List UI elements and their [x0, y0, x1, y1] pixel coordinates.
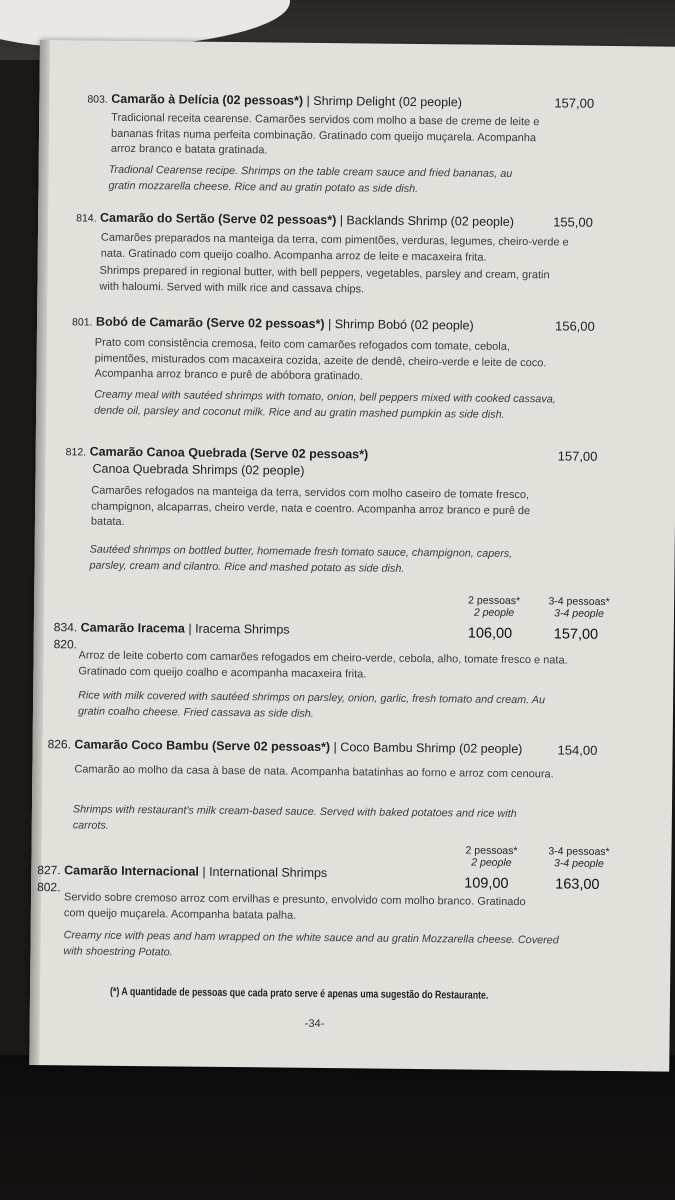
size-label-small: 2 pessoas* 2 people — [468, 594, 521, 619]
item-description-en: Sautéed shrimps on bottled butter, homemade fresh tomato sauce, champignon, capers, parsley, cream and cilantro. Rice and mashed potato as side dish. — [89, 543, 513, 575]
item-description-en: Shrimps with restaurant's milk cream-based sauce. Served with baked potatoes and rice with carrots. — [72, 803, 517, 832]
item-price: 157,00 — [557, 448, 598, 464]
item-price: 156,00 — [554, 318, 595, 334]
item-english-name: Iracema Shrimps — [195, 621, 290, 637]
item-description-pt: Camarões refogados na manteiga da terra, servidos com molho caseiro de tomate fresco, champignon, alcaparras, cheiro verde, nata e coentro. Acompanha arroz branco e purê de batata. — [90, 484, 531, 528]
item-price: 154,00 — [557, 742, 598, 758]
item-code: 834. — [53, 620, 78, 635]
price-large: 157,00 — [553, 626, 599, 643]
item-name: Camarão do Sertão (Serve 02 pessoas*) — [99, 210, 337, 228]
item-code: 812. — [65, 446, 87, 459]
item-description-pt: Servido sobre cremoso arroz com ervilhas e presunto, envolvido com molho branco. Gratinado com queijo muçarela. Acompanha batata palha. — [63, 891, 526, 922]
price-large: 163,00 — [555, 876, 600, 893]
footnote: (*) A quantidade de pessoas que cada prato serve é apenas uma sugestão do Restaurante. — [109, 985, 489, 1002]
item-english-name: Backlands Shrimp (02 people) — [346, 213, 514, 229]
menu-page — [29, 40, 675, 1072]
table-surface — [0, 1055, 675, 1200]
item-title: 827. Camarão Internacional | International Shrimps — [37, 863, 328, 881]
item-alt-code: 820. — [53, 637, 78, 652]
item-description-pt: Camarão ao molho da casa à base de nata. Acompanha batatinhas ao forno e arroz com cenoura. — [74, 763, 554, 781]
item-title — [66, 444, 369, 461]
item-code: 826. — [47, 737, 72, 752]
item-alt-code: 802. — [37, 880, 61, 895]
item-english-name: International Shrimps — [209, 864, 328, 881]
item-name: Bobó de Camarão (Serve 02 pessoas*) — [95, 314, 325, 331]
item-english-name: Shrimp Bobó (02 people) — [334, 317, 474, 333]
item-description-pt: Arroz de leite coberto com camarões refogados em cheiro-verde, cebola, alho, tomate fresco e nata. Gratinado com queijo coalho e acompanha macaxeira frita. — [78, 649, 568, 680]
item-description-en: Creamy rice with peas and ham wrapped on the white sauce and au gratin Mozzarella cheese. Covered with shoestring Potato. — [63, 929, 559, 958]
item-description-en: Shrimps prepared in regional butter, with bell peppers, vegetables, parsley and cream, gratin with haloumi. Served with milk rice and cassava chips. — [99, 264, 550, 295]
item-code: 803. — [87, 93, 108, 106]
item-price: 157,00 — [554, 95, 595, 111]
item-code: 814. — [76, 212, 97, 225]
item-name: Camarão Coco Bambu (Serve 02 pessoas*) — [74, 737, 331, 755]
item-description-en: Tradional Cearense recipe. Shrimps on the table cream sauce and fried bananas, au gratin mozzarella cheese. Rice and au gratin potato as side dish. — [108, 163, 513, 195]
item-price: 155,00 — [553, 214, 593, 230]
item-english-name: Canoa Quebrada Shrimps (02 people) — [92, 461, 305, 478]
item-code: 801. — [71, 316, 93, 329]
item-title: 834. Camarão Iracema | Iracema Shrimps — [53, 620, 290, 637]
item-code: 827. — [37, 863, 61, 878]
item-description-pt: Prato com consistência cremosa, feito com camarões refogados com tomate, cebola, pimentões, misturados com macaxeira cozida, azeite de dendê, cheiro-verde e leite de coco. Acompanha arroz branco e purê de abóbora gratinado. — [94, 336, 547, 383]
page-number: -34- — [304, 1017, 325, 1031]
price-small: 106,00 — [467, 625, 513, 642]
item-english-name: Coco Bambu Shrimp (02 people) — [340, 740, 523, 757]
item-english-name: Shrimp Delight (02 people) — [313, 93, 463, 110]
item-description-pt: Tradicional receita cearense. Camarões servidos com molho a base de creme de leite e bananas fritas numa perfeita combinação. Gratinado com queijo muçarela. Acompanha arroz branco e batata gratinada. — [110, 111, 540, 157]
item-description-en: Creamy meal with sautéed shrimps with tomato, onion, bell peppers mixed with cooked cassava, dende oil, parsley and coconut milk. Rice and au gratin mashed pumpkin as side dish. — [94, 388, 556, 421]
item-title: 814. Camarão do Sertão (Serve 02 pessoas*) | Backlands Shrimp (02 people) — [76, 210, 514, 229]
item-name: Camarão Canoa Quebrada (Serve 02 pessoas*) — [89, 444, 369, 462]
item-title: 826. Camarão Coco Bambu (Serve 02 pessoas*) | Coco Bambu Shrimp (02 people) — [47, 737, 523, 757]
item-description-en: Rice with milk covered with sautéed shrimps on parsley, onion, garlic, fresh tomato and cream. Au gratin coalho cheese. Fried cassava as side dish. — [77, 689, 546, 720]
size-label-large: 3-4 pessoas* 3-4 people — [548, 845, 610, 870]
item-name: Camarão à Delícia (02 pessoas*) — [111, 91, 304, 108]
item-name: Camarão Iracema — [80, 620, 185, 636]
item-title: 801. Bobó de Camarão (Serve 02 pessoas*) | Shrimp Bobó (02 people) — [71, 314, 474, 333]
item-name: Camarão Internacional — [64, 863, 199, 879]
price-small: 109,00 — [464, 875, 509, 892]
item-title: 803. Camarão à Delícia (02 pessoas*) | Shrimp Delight (02 people) — [87, 91, 463, 110]
size-label-small: 2 pessoas* 2 people — [465, 844, 518, 869]
item-description-pt: Camarões preparados na manteiga da terra, com pimentões, verduras, legumes, cheiro-verde e nata. Gratinado com queijo coalho. Acompanha arroz de leite e macaxeira frita. — [100, 231, 569, 264]
size-label-large: 3-4 pessoas* 3-4 people — [548, 595, 610, 620]
